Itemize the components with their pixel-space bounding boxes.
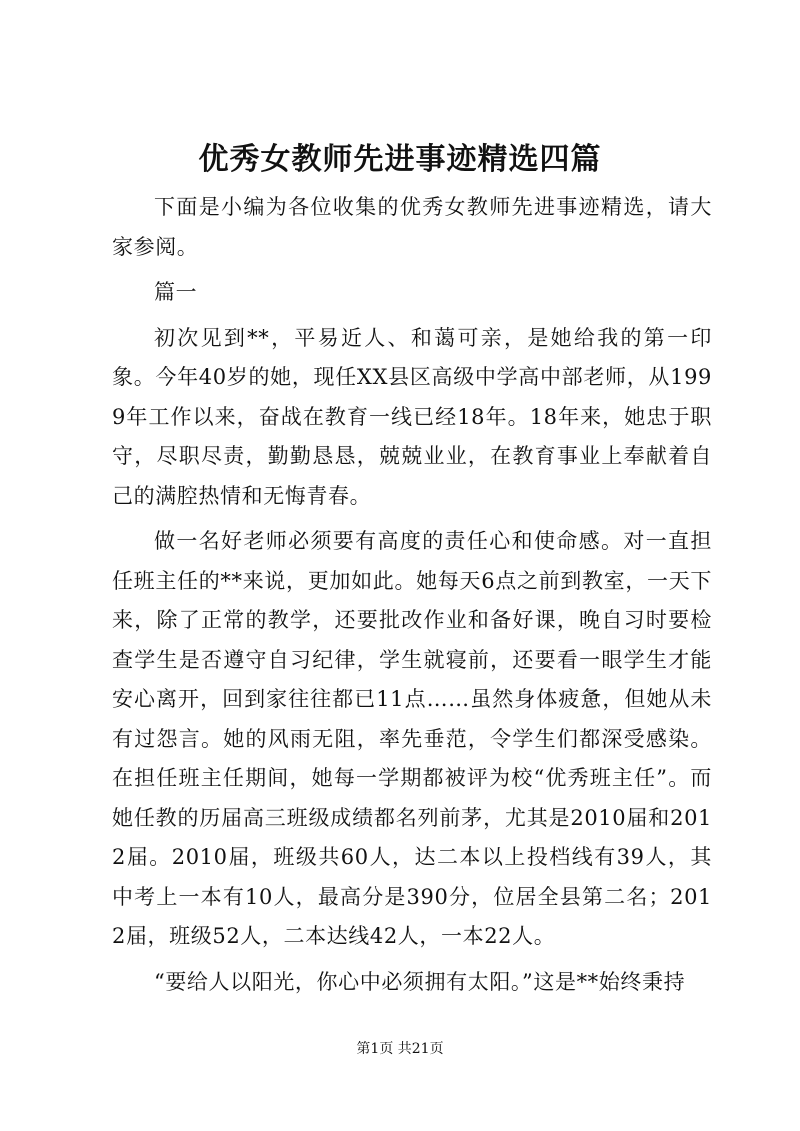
document-body [112,188,712,1008]
page-number: 第1页 共21页 [356,1041,444,1057]
body-paragraph: 做一名好老师必须要有高度的责任心和使命感。对一直担任班主任的**来说，更加如此。她每天6点之前到教室，一天下来，除了正常的教学，还要批改作业和备好课，晚自习时要检查学生是否遵守自习纪律，学生就寝前，还要看一眼学生才能安心离开，回到家往往都已11点……虽然身体疲惫，但她从未有过怨言。她的风雨无阻，率先垂范，令学生们都深受感染。在担任班主任期间，她每一学期都被评为校“优秀班主任”。而她任教的历届高三班级成绩都名列前茅，尤其是2010届和2012届。2010届，班级共60人，达二本以上投档线有39人，其中考上一本有10人，最高分是390分，位居全县第二名；2012届，班级52人，二本达线42人，一本22人。 [112,529,712,948]
intro-paragraph: 下面是小编为各位收集的优秀女教师先进事迹精选，请大家参阅。 [112,195,712,259]
section-heading: 篇一 [154,280,198,304]
document-title: 优秀女教师先进事迹精选四篇 [198,142,602,177]
body-paragraph: 初次见到**，平易近人、和蔼可亲，是她给我的第一印象。今年40岁的她，现任XX县区高级中学高中部老师，从1999年工作以来，奋战在教育一线已经18年。18年来，她忠于职守，尽职尽责，勤勤恳恳，兢兢业业，在教育事业上奉献着自己的满腔热情和无悔青春。 [112,325,712,508]
body-paragraph: “要给人以阳光，你心中必须拥有太阳。”这是**始终秉持 [154,969,686,994]
